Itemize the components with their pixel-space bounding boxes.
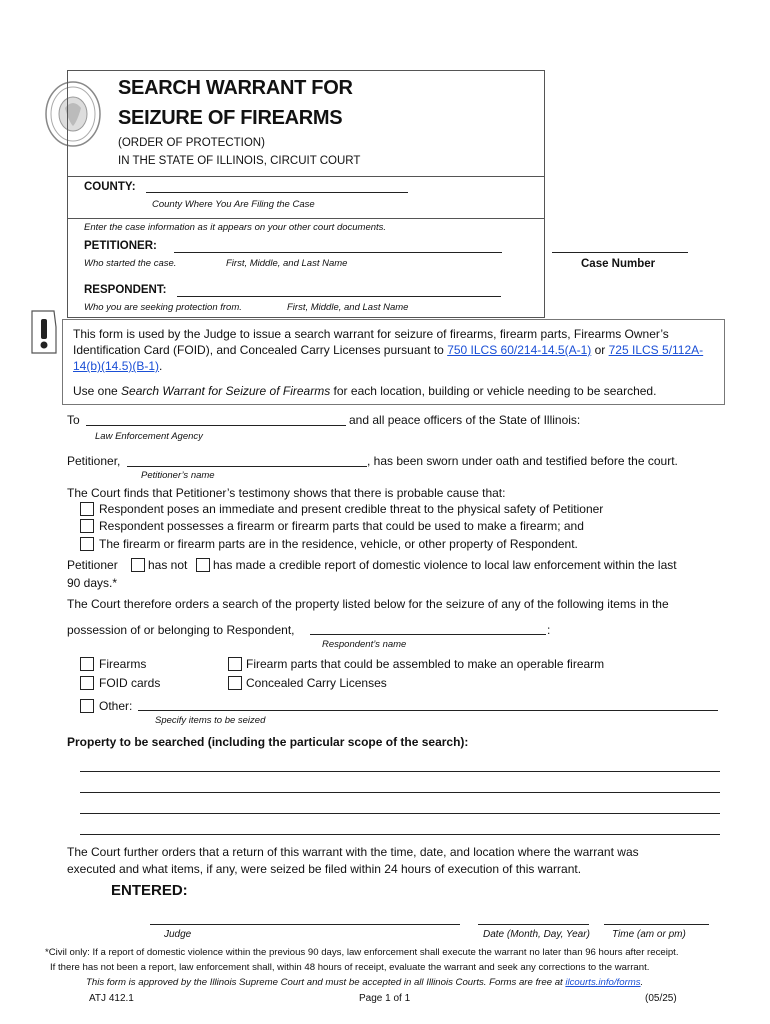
has-not-label: has not <box>148 558 188 572</box>
form-title-line1: SEARCH WARRANT FOR <box>118 77 353 99</box>
foid-checkbox[interactable] <box>80 676 94 690</box>
foid-label: FOID cards <box>99 676 161 690</box>
other-label: Other: <box>99 699 133 713</box>
return-text-1: The Court further orders that a return of this warrant with the time, date, and location where the warrant was <box>67 845 639 859</box>
footnote-2: If there has not been a report, law enforcement shall, within 48 hours of receipt, evaluate the warrant and seek any corrections to the warrant. <box>50 962 650 973</box>
county-label: COUNTY: <box>84 181 136 193</box>
petitioner-name-field[interactable] <box>174 252 502 253</box>
other-hint: Specify items to be seized <box>155 715 266 726</box>
report-days: 90 days.* <box>67 576 118 590</box>
time-field[interactable] <box>604 924 709 925</box>
notice-text: This form is used by the Judge to issue a search warrant for seizure of firearms, firearm parts, Firearms Owner’s Identification Card (FOID), and Concealed Carry Licenses pursuant to 750 ILCS 60/214-14.5(A-1) or 725 ILCS 5/112A-14(b)(14.5)(B-1). <box>73 327 704 373</box>
orders-text: The Court therefore orders a search of the property listed below for the seizure of any of the following items in the <box>67 597 669 611</box>
petitioner-name-hint: First, Middle, and Last Name <box>226 258 348 269</box>
cause3-text: The firearm or firearm parts are in the residence, vehicle, or other property of Respondent. <box>99 537 578 551</box>
case-number-field[interactable] <box>552 252 688 253</box>
property-field-3[interactable] <box>80 813 720 814</box>
cause1-checkbox[interactable] <box>80 502 94 516</box>
time-label: Time (am or pm) <box>612 929 686 940</box>
judge-label: Judge <box>164 929 192 940</box>
agency-field[interactable] <box>86 425 346 426</box>
petitioner-sworn-field[interactable] <box>127 466 367 467</box>
petitioner-sworn-suffix: , has been sworn under oath and testified before the court. <box>367 454 678 468</box>
form-subtitle: (ORDER OF PROTECTION) <box>118 137 265 149</box>
entered-label: ENTERED: <box>111 882 188 899</box>
property-field-2[interactable] <box>80 792 720 793</box>
has-checkbox[interactable] <box>196 558 210 572</box>
to-label: To <box>67 413 80 427</box>
case-number-label: Case Number <box>581 258 656 270</box>
cause1-text: Respondent poses an immediate and present credible threat to the physical safety of Petitioner <box>99 502 604 516</box>
page-number: Page 1 of 1 <box>359 993 411 1004</box>
county-hint: County Where You Are Filing the Case <box>152 199 315 210</box>
property-field-4[interactable] <box>80 834 720 835</box>
respondent-possession-field[interactable] <box>310 634 546 635</box>
respondent-possession-hint: Respondent’s name <box>322 639 407 650</box>
petitioner-sworn-hint: Petitioner’s name <box>141 470 215 481</box>
respondent-hint: Who you are seeking protection from. <box>84 302 242 313</box>
county-field[interactable] <box>146 192 408 193</box>
has-not-checkbox[interactable] <box>131 558 145 572</box>
firearm-parts-checkbox[interactable] <box>228 657 242 671</box>
report-petitioner: Petitioner <box>67 558 118 572</box>
petitioner-sworn-label: Petitioner, <box>67 454 121 468</box>
other-field[interactable] <box>138 710 718 711</box>
ccl-label: Concealed Carry Licenses <box>246 676 387 690</box>
alert-icon <box>26 309 62 359</box>
property-field-1[interactable] <box>80 771 720 772</box>
agency-hint: Law Enforcement Agency <box>95 431 203 442</box>
respondent-label: RESPONDENT: <box>84 284 167 296</box>
judge-signature-field[interactable] <box>150 924 460 925</box>
cause2-checkbox[interactable] <box>80 519 94 533</box>
firearms-checkbox[interactable] <box>80 657 94 671</box>
property-label: Property to be searched (including the particular scope of the search): <box>67 735 469 749</box>
cause3-checkbox[interactable] <box>80 537 94 551</box>
form-title-line2: SEIZURE OF FIREARMS <box>118 107 343 129</box>
other-checkbox[interactable] <box>80 699 94 713</box>
case-instruction: Enter the case information as it appears on your other court documents. <box>84 222 387 233</box>
finds-text: The Court finds that Petitioner’s testimony shows that there is probable cause that: <box>67 486 506 500</box>
respondent-name-field[interactable] <box>177 296 501 297</box>
court-label: IN THE STATE OF ILLINOIS, CIRCUIT COURT <box>118 155 361 167</box>
ilcourts-link[interactable]: ilcourts.info/forms <box>565 977 641 988</box>
ccl-checkbox[interactable] <box>228 676 242 690</box>
approval-text: This form is approved by the Illinois Supreme Court and must be accepted in all Illinois Courts. Forms are free at ilcourts.info/forms. <box>86 977 644 988</box>
footnote-1: *Civil only: If a report of domestic violence within the previous 90 days, law enforcement shall execute the warrant no later than 96 hours after receipt. <box>45 947 679 958</box>
notice-usage: Use one Search Warrant for Seizure of Firearms for each location, building or vehicle needing to be searched. <box>73 384 657 398</box>
revision-date: (05/25) <box>645 993 677 1004</box>
firearms-label: Firearms <box>99 657 147 671</box>
orders-text-2: possession of or belonging to Respondent, <box>67 623 295 637</box>
to-suffix: and all peace officers of the State of Illinois: <box>349 413 581 427</box>
form-id: ATJ 412.1 <box>89 993 134 1004</box>
petitioner-label: PETITIONER: <box>84 240 157 252</box>
petitioner-hint: Who started the case. <box>84 258 177 269</box>
statute-link-725[interactable]: 725 ILCS 5/112A-14(b)(14.5)(B-1) <box>73 343 704 373</box>
date-label: Date (Month, Day, Year) <box>483 929 590 940</box>
statute-link-750[interactable]: 750 ILCS 60/214-14.5(A-1) <box>447 343 592 357</box>
firearm-parts-label: Firearm parts that could be assembled to make an operable firearm <box>246 657 605 671</box>
cause2-text: Respondent possesses a firearm or firearm parts that could be used to make a firearm; and <box>99 519 584 533</box>
report-text: has made a credible report of domestic violence to local law enforcement within the last <box>213 558 677 572</box>
return-text-2: executed and what items, if any, were seized be filed within 24 hours of execution of this warrant. <box>67 862 582 876</box>
date-field[interactable] <box>478 924 589 925</box>
respondent-name-hint: First, Middle, and Last Name <box>287 302 409 313</box>
